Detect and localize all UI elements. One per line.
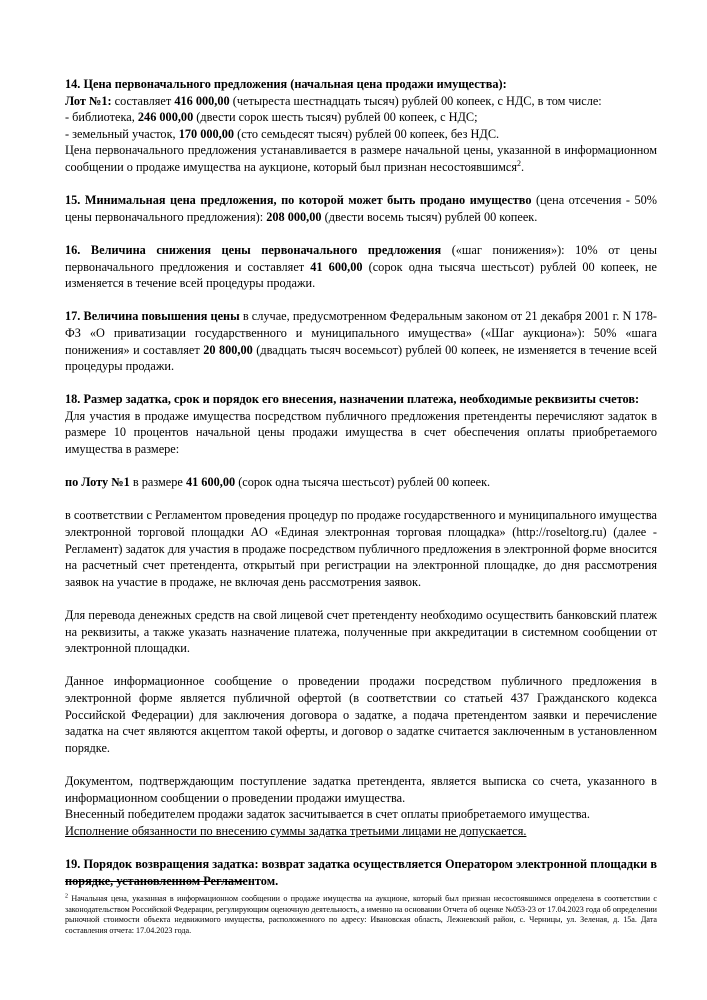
footnote-ref: 2 xyxy=(517,158,522,168)
lot-label: Лот №1: xyxy=(65,93,112,108)
footnote-number: 2 xyxy=(65,893,68,900)
section-16-title: 16. Величина снижения цены первоначального предложения xyxy=(65,242,442,257)
footnote: $^2$ Начальная цена, указанная в информационном сообщении о продаже имущества на аукционе, который был признан несостоявшимся определена в соответствии с законодательством Российской Федерации, регулирующим оценочную деятельность, а именно на основании Отчета об оценке №053-23 от 17.04.2023 года об определении рыночной стоимости объекта недвижимого имущества, расположенного по адресу: Ивановская область, Лежневский район, с. Черницы, ул. Зеленая, д. 15а. Дата составления отчета: 17.04.2023 года. xyxy=(65,893,657,935)
section-18-p6: Внесенный победителем продажи задаток засчитывается в счет оплаты приобретаемого имущества. xyxy=(65,807,590,822)
section-17: 17. Величина повышения цены в случае, предусмотренном Федеральным законом от 21 декабря 2001 г. N 178-ФЗ «О приватизации государственного и муниципального имущества» («Шаг аукциона»): 50% «шага понижения» и составляет 20 800,00 (двадцать тысяч восемьсот) рублей 00 копеек, не изменяется в течение всей процедуры продажи. xyxy=(65,309,658,374)
min-price-amount: 208 000,00 xyxy=(266,209,322,224)
section-18-p1: Для участия в продаже имущества посредством публичного предложения претенденты перечисляют задаток в размере 10 процентов начальной цены продажи имущества в счет обеспечения оплаты приобретаемого имущества в размере: xyxy=(65,408,657,457)
section-14-library: - библиотека, 246 000,00 (двести сорок шесть тысяч) рублей 00 копеек, с НДС; xyxy=(65,110,478,125)
section-14-land: - земельный участок, 170 000,00 (сто семьдесят тысяч) рублей 00 копеек, без НДС. xyxy=(65,126,500,141)
deposit-lot-label: по Лоту №1 xyxy=(65,475,130,490)
section-16: 16. Величина снижения цены первоначального предложения («шаг понижения»): 10% от цены первоначального предложения и составляет 41 600,00 (сорок одна тысяча шестьсот) рублей 00 копеек, не изменяется в течение всей процедуры продажи. xyxy=(65,242,657,291)
library-amount: 246 000,00 xyxy=(137,110,194,125)
section-14-lot: Лот №1: составляет 416 000,00 (четыреста шестнадцать тысяч) рублей 00 копеек, с НДС, в том числе: xyxy=(65,93,602,108)
section-18-lot: по Лоту №1 в размере 41 600,00 (сорок одна тысяча шестьсот) рублей 00 копеек. xyxy=(65,475,491,490)
deposit-amount: 41 600,00 xyxy=(185,475,236,490)
section-14-title: 14. Цена первоначального предложения (начальная цена продажи имущества): xyxy=(65,77,507,91)
section-15-title: 15. Минимальная цена предложения, по которой может быть продано имущество xyxy=(65,193,532,208)
section-18-p5: Документом, подтверждающим поступление задатка претендента, является выписка со счета, указанного в информационном сообщении о проведении продажи имущества. xyxy=(65,773,657,805)
section-18-title: 18. Размер задатка, срок и порядок его внесения, назначении платежа, необходимые реквизиты счетов: xyxy=(65,392,640,407)
section-18-p7: Исполнение обязанности по внесению суммы задатка третьими лицами не допускается. xyxy=(65,823,527,838)
step-up-amount: 20 800,00 xyxy=(203,342,253,357)
section-18-p4: Данное информационное сообщение о проведении продажи посредством публичного предложения в электронной форме является публичной офертой (в соответствии со статьей 437 Гражданского кодекса Российской Федерации) для заключения договора о задатке, а подача претендентом заявки и перечисление задатка на счет являются акцептом такой оферты, и договор о задатке считается заключенным в установленном порядке. xyxy=(65,674,657,755)
section-18-p2: в соответствии с Регламентом проведения процедур по продаже государственного и муниципального имущества электронной торговой площадки АО «Единая электронная торговая площадка» (http://roseltorg.ru) (далее - Регламент) задаток для участия в продаже посредством публичного предложения в электронной форме вносится на расчетный счет претендента, открытый при регистрации на электронной площадке, до дня рассмотрения заявок на участие в продаже, не включая день рассмотрения заявок. xyxy=(65,508,657,589)
section-19-title: 19. Порядок возвращения задатка: возврат задатка осуществляется Оператором электронной площадки в порядке, установленном Регламентом. xyxy=(65,856,657,888)
step-down-amount: 41 600,00 xyxy=(310,259,363,274)
section-17-title: 17. Величина повышения цены xyxy=(65,309,240,324)
land-amount: 170 000,00 xyxy=(178,126,235,141)
section-14-note: Цена первоначального предложения устанавливается в размере начальной цены, указанной в информационном сообщении о продаже имущества на аукционе, который был признан несостоявшимся$^2$. xyxy=(65,143,657,174)
footnote-separator xyxy=(65,881,245,882)
section-15: 15. Минимальная цена предложения, по которой может быть продано имущество (цена отсечения - 50% цены первоначального предложения): 208 000,00 (двести восемь тысяч) рублей 00 копеек. xyxy=(65,193,657,224)
document-body xyxy=(65,76,657,889)
section-18-p3: Для перевода денежных средств на свой лицевой счет претенденту необходимо осуществить банковский платеж на реквизиты, а также указать назначение платежа, полученные при аккредитации в системном сообщении от электронной площадки. xyxy=(65,608,657,656)
lot-amount: 416 000,00 xyxy=(174,93,230,108)
